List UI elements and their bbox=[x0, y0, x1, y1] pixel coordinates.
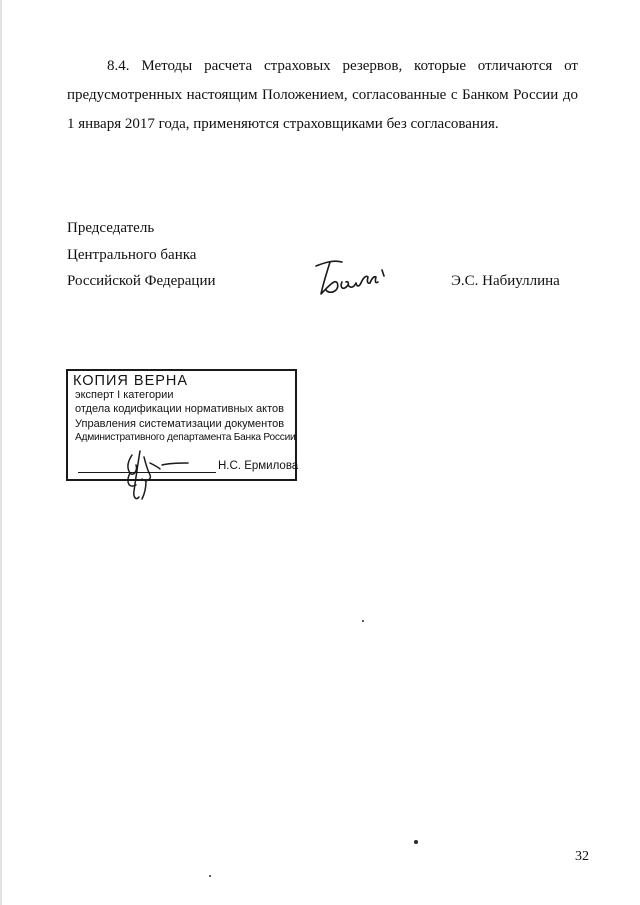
signatory-title-line: Центрального банка bbox=[67, 246, 197, 263]
signatory-name: Э.С. Набиуллина bbox=[451, 273, 560, 289]
scan-speck bbox=[362, 620, 364, 622]
page-number: 32 bbox=[575, 849, 589, 864]
chairman-signature-icon bbox=[312, 254, 392, 300]
stamp-line: Управления систематизации документов bbox=[75, 417, 285, 430]
stamp-signature-icon bbox=[106, 441, 196, 507]
stamp-heading: КОПИЯ ВЕРНА bbox=[73, 373, 189, 389]
paragraph-line: 1 января 2017 года, применяются страховщиками без согласования. bbox=[67, 116, 499, 132]
scan-speck bbox=[209, 875, 211, 877]
scan-speck bbox=[414, 840, 418, 844]
signatory-title bbox=[67, 215, 216, 295]
stamp-signer-name: Н.С. Ермилова bbox=[218, 460, 299, 472]
stamp-text bbox=[75, 388, 295, 445]
stamp-line: отдела кодификации нормативных актов bbox=[75, 403, 284, 416]
signatory-title-line: Российской Федерации bbox=[67, 273, 216, 289]
page-left-edge bbox=[0, 0, 2, 905]
paragraph-line: предусмотренных настоящим Положением, согласованные с Банком России до bbox=[67, 87, 578, 103]
paragraph-line: 8.4. Методы расчета страховых резервов, которые отличаются от bbox=[107, 58, 578, 74]
signatory-title-line: Председатель bbox=[67, 220, 155, 236]
stamp-line: эксперт I категории bbox=[75, 389, 174, 401]
stamp-line: Административного департамента Банка России bbox=[75, 431, 296, 443]
paragraph-8-4 bbox=[67, 52, 578, 139]
